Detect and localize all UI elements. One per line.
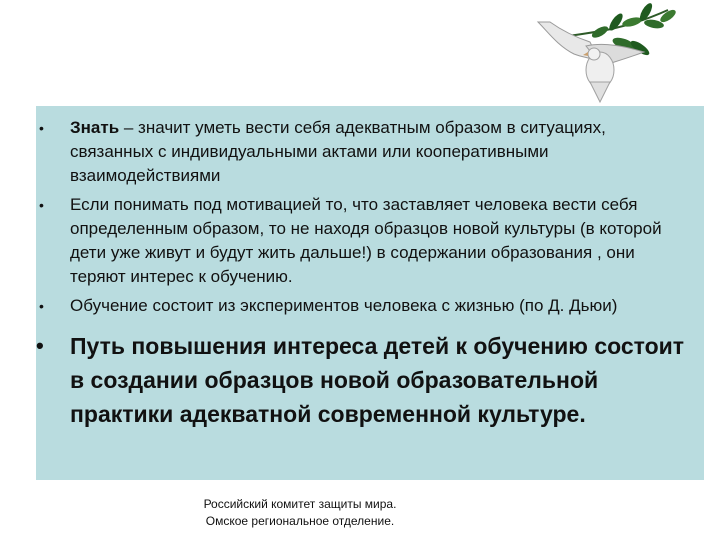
bullet-marker: • [39, 197, 44, 213]
footer-line: Российский комитет защиты мира. [203, 497, 397, 511]
footer-line: Омское региональное отделение. [205, 514, 395, 528]
bullet-marker: • [36, 333, 44, 358]
list-item-emphasis [36, 329, 688, 431]
bullet-text: – значит уметь вести себя адекватным образом в ситуациях, связанных с индивидуальными актами или кооперативными взаимодействиями [70, 118, 606, 185]
bullet-text: Путь повышения интереса детей к обучению состоит в создании образцов новой образовательной практики адекватной современной культуре. [70, 333, 685, 427]
footer-caption [170, 496, 430, 530]
bullet-marker: • [39, 120, 44, 136]
content-panel [36, 106, 704, 480]
list-item [36, 193, 688, 289]
bullet-text: Если понимать под мотивацией то, что заставляет человека вести себя определенным образом, то не находя образцов новой культуры (в которой дети уже живут и будут жить дальше!) в содержании образования , они теряют интерес к обучению. [70, 195, 662, 286]
bullet-text: Обучение состоит из экспериментов человека с жизнью (по Д. Дьюи) [70, 296, 618, 315]
bold-term: Знать [70, 118, 120, 137]
list-item [36, 116, 688, 188]
dove-with-olive-branch-icon [528, 2, 684, 106]
bullet-list [36, 116, 688, 431]
bullet-marker: • [39, 298, 44, 314]
list-item [36, 294, 688, 318]
